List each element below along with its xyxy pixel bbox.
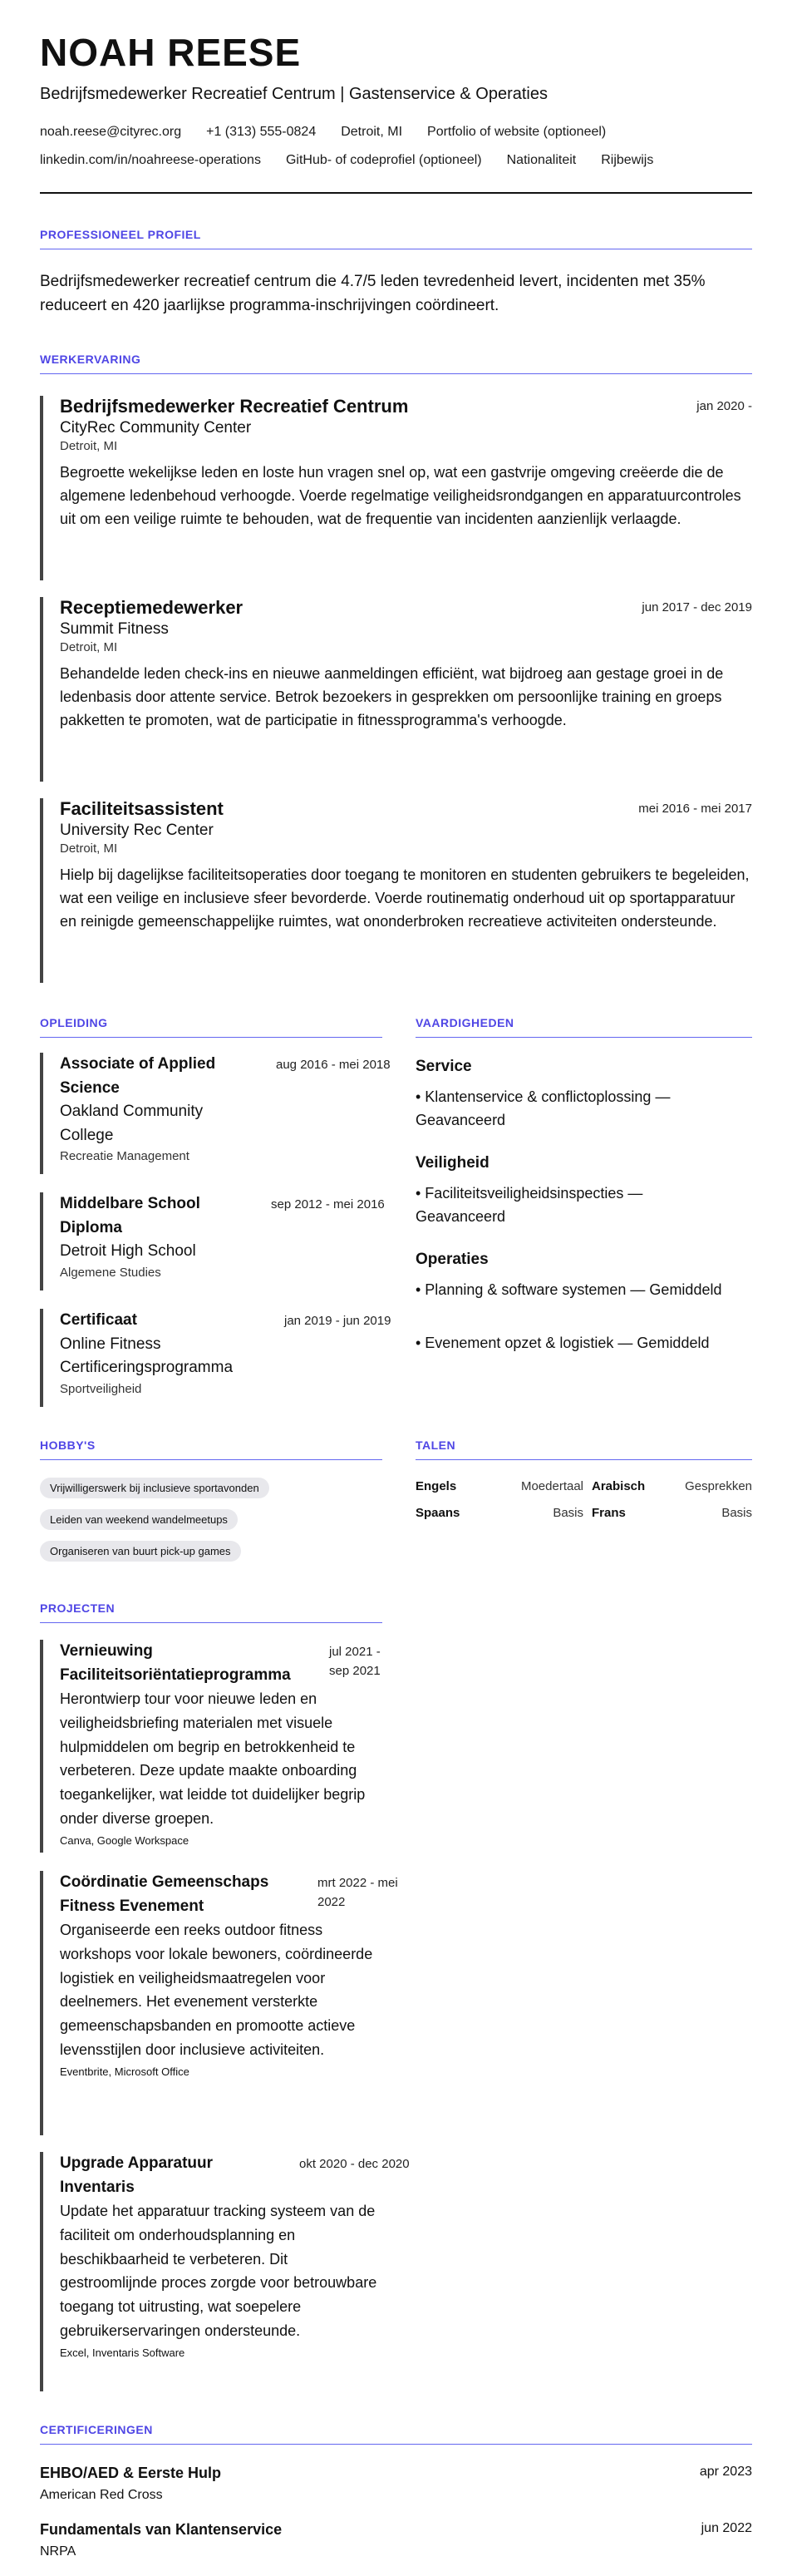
study-field: Recreatie Management — [60, 1149, 189, 1163]
language-level: Basis — [553, 1506, 583, 1520]
contact-portfolio[interactable]: Portfolio of website (optioneel) — [427, 125, 607, 139]
education-date: jan 2019 - jun 2019 — [284, 1314, 391, 1328]
job-location: Detroit, MI — [60, 640, 118, 654]
job-title: Receptiemedewerker — [60, 597, 244, 618]
job-date: jun 2017 - dec 2019 — [642, 600, 752, 614]
hobby-tag: Organiseren van buurt pick-up games — [40, 1541, 241, 1562]
language-name: Frans — [592, 1506, 626, 1520]
experience-entry — [40, 597, 752, 782]
school-name: Oakland Community College — [60, 1103, 204, 1144]
section-divider — [40, 2444, 752, 2445]
job-description: Behandelde leden check-ins en nieuwe aanmeldingen efficiënt, wat bijdroeg aan gestage groei in de ledenbasis door attente service. Betrok bezoekers in gesprekken om persoonlijke training en groeps pakketten te promoten, wat de participatie in fitnessprogramma's verhoogde. — [60, 665, 724, 728]
contact-linkedin[interactable]: linkedin.com/in/noahreese-operations — [40, 153, 261, 167]
skill-category: Operaties — [416, 1251, 489, 1268]
education-entry — [40, 1309, 391, 1407]
headline: Bedrijfsmedewerker Recreatief Centrum | Gastenservice & Operaties — [40, 85, 548, 103]
section-title-certifications: CERTIFICERINGEN — [40, 2423, 153, 2436]
project-entry — [40, 1640, 382, 1853]
job-date: mei 2016 - mei 2017 — [638, 802, 752, 816]
project-description: Update het apparatuur tracking systeem van de faciliteit om onderhoudsplanning en beschikbaarheid te verbeteren. Dit gestroomlijnde proces zorgde voor betrouwbare toegang tot uitrusting, wat soepelere gebruikerservaringen ondersteunde. — [60, 2203, 377, 2339]
experience-entry — [40, 396, 752, 580]
language-level: Moedertaal — [520, 1479, 583, 1493]
skill-category: Veiligheid — [416, 1154, 489, 1172]
section-title-experience: WERKERVARING — [40, 353, 141, 366]
project-tools: Canva, Google Workspace — [60, 1833, 189, 1847]
hobby-tag: Leiden van weekend wandelmeetups — [40, 1509, 238, 1530]
project-description: Herontwierp tour voor nieuwe leden en veiligheidsbriefing materialen met visuele hulpmiddelen om begrip en betrokkenheid te verbeteren. Deze update maakte onboarding toegankelijker, wat leidde tot duidelijker begrip onder diverse groepen. — [60, 1690, 366, 1827]
experience-entry — [40, 798, 752, 983]
header-divider — [40, 192, 752, 194]
degree-title: Middelbare School Diploma — [60, 1195, 200, 1236]
project-title: Coördinatie Gemeenschaps Fitness Evenement — [60, 1873, 269, 1915]
project-date: jul 2021 - sep 2021 — [329, 1645, 381, 1678]
degree-title: Associate of Applied Science — [60, 1055, 216, 1097]
skill-category: Service — [416, 1058, 472, 1075]
section-title-projects: PROJECTEN — [40, 1601, 116, 1615]
project-description: Organiseerde een reeks outdoor fitness workshops voor lokale bewoners, coördineerde logistiek en veiligheidsmaatregelen voor deelnemers. Het evenement versterkte gemeenschapsbanden en promootte actieve levensstijlen door inclusieve activiteiten. — [60, 1922, 373, 2058]
cert-date: jun 2022 — [701, 2521, 752, 2535]
section-title-profile: PROFESSIONEEL PROFIEL — [40, 228, 201, 241]
project-date: okt 2020 - dec 2020 — [299, 2157, 410, 2171]
project-entry — [40, 2152, 410, 2391]
candidate-name: NOAH REESE — [40, 31, 302, 74]
education-entry — [40, 1192, 385, 1290]
section-divider — [40, 1459, 382, 1460]
skill-item: • Evenement opzet & logistiek — Gemiddeld — [416, 1335, 710, 1351]
job-title: Bedrijfsmedewerker Recreatief Centrum — [60, 396, 409, 417]
education-date: aug 2016 - mei 2018 — [276, 1058, 391, 1072]
section-title-education: OPLEIDING — [40, 1016, 108, 1029]
degree-title: Certificaat — [60, 1311, 137, 1329]
skill-item: • Planning & software systemen — Gemiddeld — [416, 1281, 722, 1298]
job-company: CityRec Community Center — [60, 419, 252, 437]
section-divider — [416, 1037, 752, 1038]
contact-email[interactable]: noah.reese@cityrec.org — [40, 125, 182, 139]
language-name: Engels — [416, 1479, 457, 1493]
project-date: mrt 2022 - mei 2022 — [317, 1876, 398, 1909]
cert-issuer: American Red Cross — [40, 2488, 163, 2502]
study-field: Algemene Studies — [60, 1265, 161, 1280]
job-date: jan 2020 - — [696, 399, 752, 413]
job-company: University Rec Center — [60, 822, 214, 839]
section-divider — [40, 1037, 382, 1038]
language-name: Spaans — [416, 1506, 460, 1520]
language-name: Arabisch — [592, 1479, 646, 1493]
job-location: Detroit, MI — [60, 841, 118, 856]
cert-issuer: NRPA — [40, 2544, 76, 2559]
section-divider — [40, 373, 752, 374]
contact-phone[interactable]: +1 (313) 555-0824 — [206, 125, 317, 139]
profile-text: Bedrijfsmedewerker recreatief centrum die 4.7/5 leden tevredenheid levert, incidenten met 35% reduceert en 420 jaarlijkse programma-inschrijvingen coördineert. — [40, 273, 706, 315]
contact-github[interactable]: GitHub- of codeprofiel (optioneel) — [285, 153, 482, 167]
cert-date: apr 2023 — [699, 2465, 752, 2479]
project-tools: Eventbrite, Microsoft Office — [60, 2065, 189, 2078]
job-description: Hielp bij dagelijkse faciliteitsoperaties door toegang te monitoren en studenten gebruikers te begeleiden, wat een veilige en inclusieve sfeer bevorderde. Voerde routinematig onderhoud uit op sportapparatuur en reinigde gemeenschappelijke ruimtes, wat ononderbroken recreatieve activiteiten ondersteunde. — [60, 866, 750, 930]
project-title: Upgrade Apparatuur Inventaris — [60, 2154, 214, 2196]
contact-row-2 — [40, 153, 653, 168]
language-level: Gesprekken — [685, 1479, 752, 1493]
section-divider — [40, 1622, 382, 1623]
school-name: Online Fitness Certificeringsprogramma — [60, 1335, 234, 1376]
hobby-tag: Vrijwilligerswerk bij inclusieve sportavonden — [40, 1478, 269, 1498]
contact-license: Rijbewijs — [601, 153, 654, 167]
project-title: Vernieuwing Faciliteitsoriëntatieprogramma — [60, 1642, 291, 1684]
job-company: Summit Fitness — [60, 620, 169, 638]
project-tools: Excel, Inventaris Software — [60, 2346, 185, 2359]
language-level: Basis — [721, 1506, 752, 1520]
study-field: Sportveiligheid — [60, 1381, 142, 1396]
contact-nationality: Nationaliteit — [506, 153, 577, 167]
job-location: Detroit, MI — [60, 439, 118, 453]
project-entry — [40, 1871, 398, 2135]
section-title-languages: TALEN — [416, 1439, 456, 1452]
section-title-skills: VAARDIGHEDEN — [416, 1016, 514, 1029]
education-date: sep 2012 - mei 2016 — [271, 1197, 385, 1212]
education-entry — [40, 1053, 391, 1174]
contact-row-1 — [40, 125, 606, 140]
section-divider — [416, 1459, 752, 1460]
school-name: Detroit High School — [60, 1242, 196, 1260]
skill-item: • Klantenservice & conflictoplossing — Geavanceerd — [416, 1088, 671, 1128]
cert-name: EHBO/AED & Eerste Hulp — [40, 2465, 222, 2481]
skill-item: • Faciliteitsveiligheidsinspecties — Geavanceerd — [416, 1185, 643, 1225]
job-title: Faciliteitsassistent — [60, 798, 224, 819]
cert-name: Fundamentals van Klantenservice — [40, 2521, 283, 2538]
contact-location: Detroit, MI — [341, 125, 403, 139]
job-description: Begroette wekelijkse leden en loste hun vragen snel op, wat een gastvrije omgeving creëerde die de algemene ledenbehoud verhoogde. Voerde regelmatige veiligheidsrondgangen en apparatuurcontroles uit om een veilige ruimte te behouden, wat de frequentie van incidenten aanzienlijk verlaagde. — [60, 464, 741, 527]
section-title-hobbies: HOBBY'S — [40, 1439, 96, 1452]
